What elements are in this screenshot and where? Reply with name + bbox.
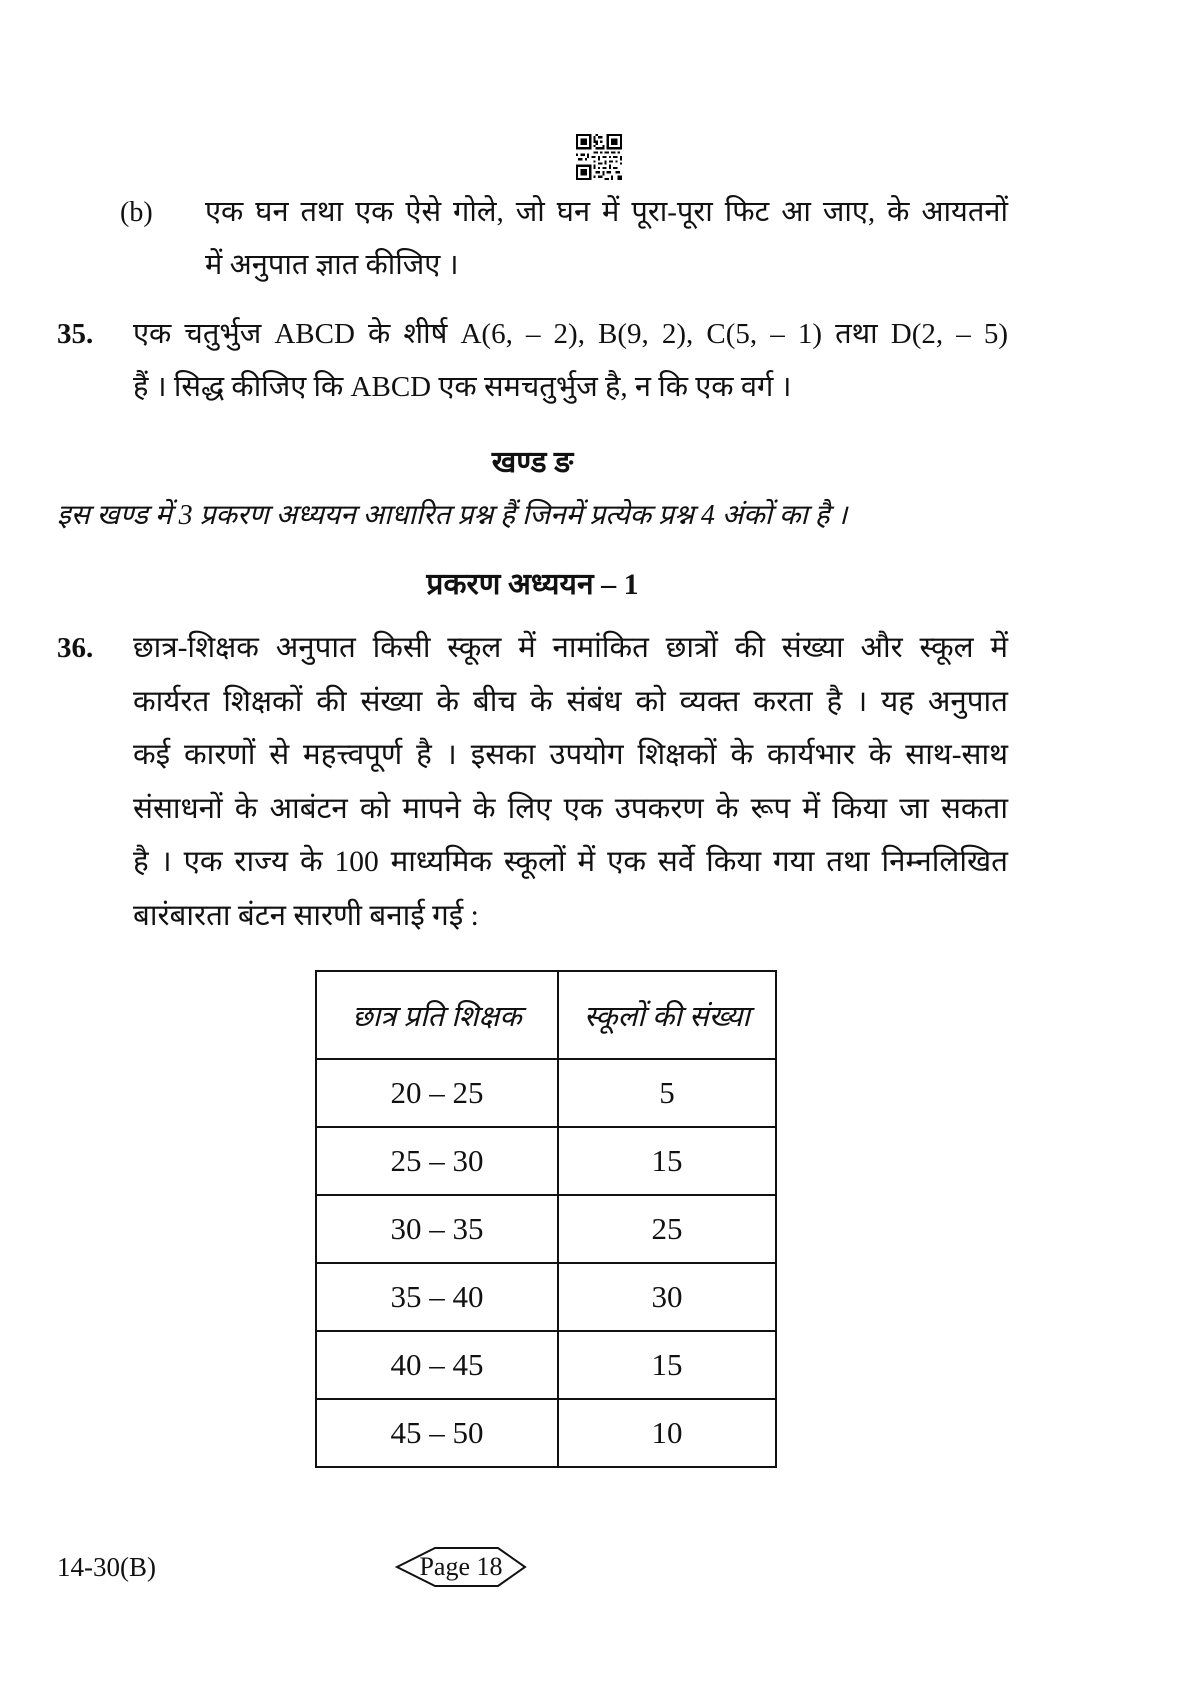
table-row — [316, 1059, 776, 1127]
question-36-line-3: कई कारणों से महत्त्वपूर्ण है । इसका उपयोग शिक्षकों के कार्यभार के साथ-साथ — [133, 739, 1008, 771]
table-row — [316, 1195, 776, 1263]
table-header-students-per-teacher: छात्र प्रति शिक्षक — [316, 971, 558, 1059]
range-cell: 25 – 30 — [316, 1127, 558, 1195]
frequency-table — [315, 970, 777, 1468]
question-36-line-4: संसाधनों के आबंटन को मापने के लिए एक उपकरण के रूप में किया जा सकता — [133, 792, 1008, 825]
range-cell: 40 – 45 — [316, 1331, 558, 1399]
question-36-number: 36. — [57, 632, 94, 664]
count-cell: 30 — [558, 1263, 776, 1331]
table-row — [316, 1263, 776, 1331]
case-study-title: प्रकरण अध्ययन – 1 — [426, 568, 639, 601]
count-cell: 10 — [558, 1399, 776, 1467]
qr-code — [576, 134, 622, 180]
section-instruction: इस खण्ड में 3 प्रकरण अध्ययन आधारित प्रश्न हैं जिनमें प्रत्येक प्रश्न 4 अंकों का है । — [57, 500, 848, 531]
question-35-line-2: हैं । सिद्ध कीजिए कि ABCD एक समचतुर्भुज है, न कि एक वर्ग । — [133, 371, 792, 403]
question-36-line-5: है । एक राज्य के 100 माध्यमिक स्कूलों में एक सर्वे किया गया तथा निम्नलिखित — [133, 846, 1008, 878]
question-part-b — [120, 186, 1008, 292]
range-cell: 35 – 40 — [316, 1263, 558, 1331]
part-b-line-1: एक घन तथा एक ऐसे गोले, जो घन में पूरा-पूरा फिट आ जाए, के आयतनों — [205, 196, 1008, 228]
page-number: Page 18 — [419, 1552, 503, 1581]
range-cell: 30 – 35 — [316, 1195, 558, 1263]
table-header-number-of-schools: स्कूलों की संख्या — [558, 971, 776, 1059]
count-cell: 25 — [558, 1195, 776, 1263]
range-cell: 20 – 25 — [316, 1059, 558, 1127]
question-35 — [57, 308, 1008, 414]
question-35-line-1: एक चतुर्भुज ABCD के शीर्ष A(6, – 2), B(9, 2), C(5, – 1) तथा D(2, – 5) — [133, 318, 1008, 350]
table-row — [316, 1399, 776, 1467]
page-number-badge — [395, 1544, 527, 1590]
table-header-row — [316, 971, 776, 1059]
range-cell: 45 – 50 — [316, 1399, 558, 1467]
count-cell: 15 — [558, 1127, 776, 1195]
part-b-label: (b) — [120, 197, 153, 228]
table-row — [316, 1331, 776, 1399]
question-36-line-2: कार्यरत शिक्षकों की संख्या के बीच के संबंध को व्यक्त करता है । यह अनुपात — [133, 685, 1008, 718]
question-35-number: 35. — [57, 318, 94, 350]
part-b-line-2: में अनुपात ज्ञात कीजिए । — [205, 249, 459, 281]
count-cell: 15 — [558, 1331, 776, 1399]
table-row — [316, 1127, 776, 1195]
count-cell: 5 — [558, 1059, 776, 1127]
question-36-line-1: छात्र-शिक्षक अनुपात किसी स्कूल में नामांकित छात्रों की संख्या और स्कूल में — [133, 632, 1008, 664]
question-36-line-6: बारंबारता बंटन सारणी बनाई गई : — [133, 899, 479, 932]
question-36 — [57, 622, 1008, 943]
section-title: खण्ड ङ — [491, 446, 574, 479]
paper-code: 14-30(B) — [57, 1552, 156, 1582]
